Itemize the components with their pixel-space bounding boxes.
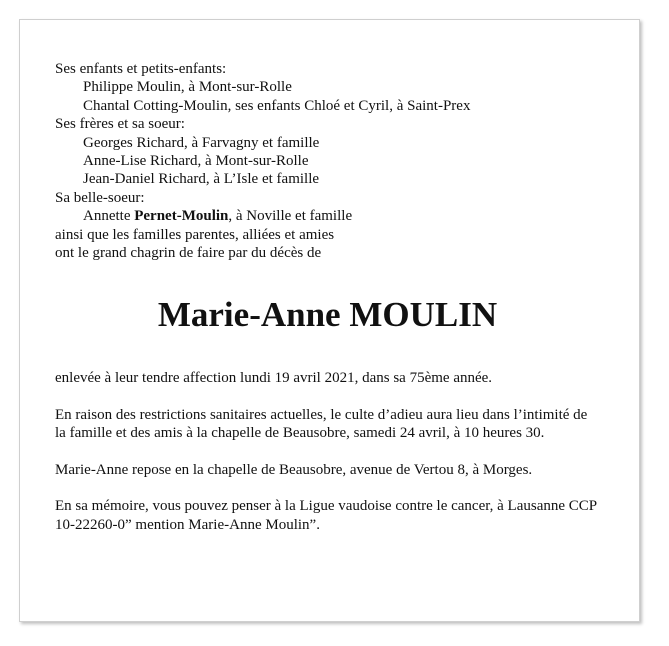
family-group-heading: Ses frères et sa soeur: xyxy=(55,116,185,133)
deceased-name: Marie-Anne MOULIN xyxy=(157,295,498,335)
family-member-line: Georges Richard, à Farvagny et famille xyxy=(83,134,320,151)
family-list xyxy=(55,60,615,207)
paragraph-chapel: Marie-Anne repose en la chapelle de Beausobre, avenue de Vertou 8, à Morges. xyxy=(55,461,533,478)
belle-soeur-line xyxy=(55,207,615,225)
family-member-line: Jean-Daniel Richard, à L’Isle et famille xyxy=(83,171,320,188)
paragraph-ceremony: En raison des restrictions sanitaires actuelles, le culte d’adieu aura lieu dans l’intimité de la famille et des amis à la chapelle de Beausobre, samedi 24 avril, à 10 heures 30. xyxy=(55,406,588,442)
family-member-line: Chantal Cotting-Moulin, ses enfants Chloé et Cyril, à Saint-Prex xyxy=(83,97,471,114)
belle-soeur-rest: , à Noville et famille xyxy=(228,208,353,225)
family-member-line: Anne-Lise Richard, à Mont-sur-Rolle xyxy=(83,153,309,170)
family-group-heading: Sa belle-soeur: xyxy=(55,189,145,206)
notice-content xyxy=(55,60,615,534)
paragraph-memory: En sa mémoire, vous pouvez penser à la Ligue vaudoise contre le cancer, à Lausanne CCP 10-22260-0” mention Marie-Anne Moulin”. xyxy=(55,498,597,533)
closing-line-1: ainsi que les familles parentes, alliées et amies xyxy=(55,226,335,243)
belle-soeur-surname: Pernet-Moulin xyxy=(134,208,229,225)
family-group-heading: Ses enfants et petits-enfants: xyxy=(55,61,227,77)
closing-line-2: ont le grand chagrin de faire par du décès de xyxy=(55,245,322,262)
paragraph-affection: enlevée à leur tendre affection lundi 19 avril 2021, dans sa 75ème année. xyxy=(55,370,493,387)
family-member-line: Philippe Moulin, à Mont-sur-Rolle xyxy=(83,79,292,96)
belle-soeur-first: Annette xyxy=(83,208,135,225)
